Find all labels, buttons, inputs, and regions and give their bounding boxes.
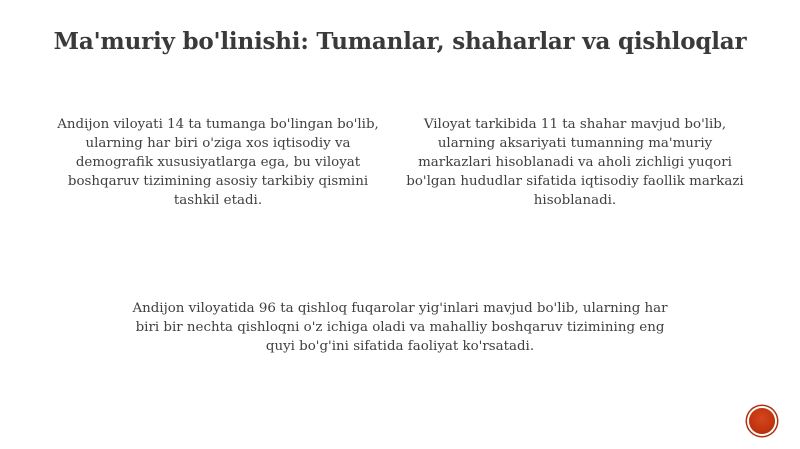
- next-slide-button[interactable]: [749, 408, 775, 434]
- paragraph-districts: Andijon viloyati 14 ta tumanga bo'lingan bo'lib, ularning har biri o'ziga xos iqtisodiy va demografik xususiyatlarga ega, bu viloyat boshqaruv tizimining asosiy tarkibiy qismini tashkil etadi.: [57, 117, 379, 208]
- paragraph-cities: Viloyat tarkibida 11 ta shahar mavjud bo'lib, ularning aksariyati tumanning ma'muriy markazlari hisoblanadi va aholi zichligi yuqori bo'lgan hududlar sifatida iqtisodiy faollik markazi hisoblanadi.: [406, 117, 744, 208]
- slide-title: Ma'muriy bo'linishi: Tumanlar, shaharlar va qishloqlar: [53, 28, 747, 55]
- paragraph-villages: Andijon viloyatida 96 ta qishloq fuqarolar yig'inlari mavjud bo'lib, ularning har biri bir nechta qishloqni o'z ichiga oladi va mahalliy boshqaruv tizimining eng quyi bo'g'ini sifatida faoliyat ko'rsatadi.: [132, 301, 668, 354]
